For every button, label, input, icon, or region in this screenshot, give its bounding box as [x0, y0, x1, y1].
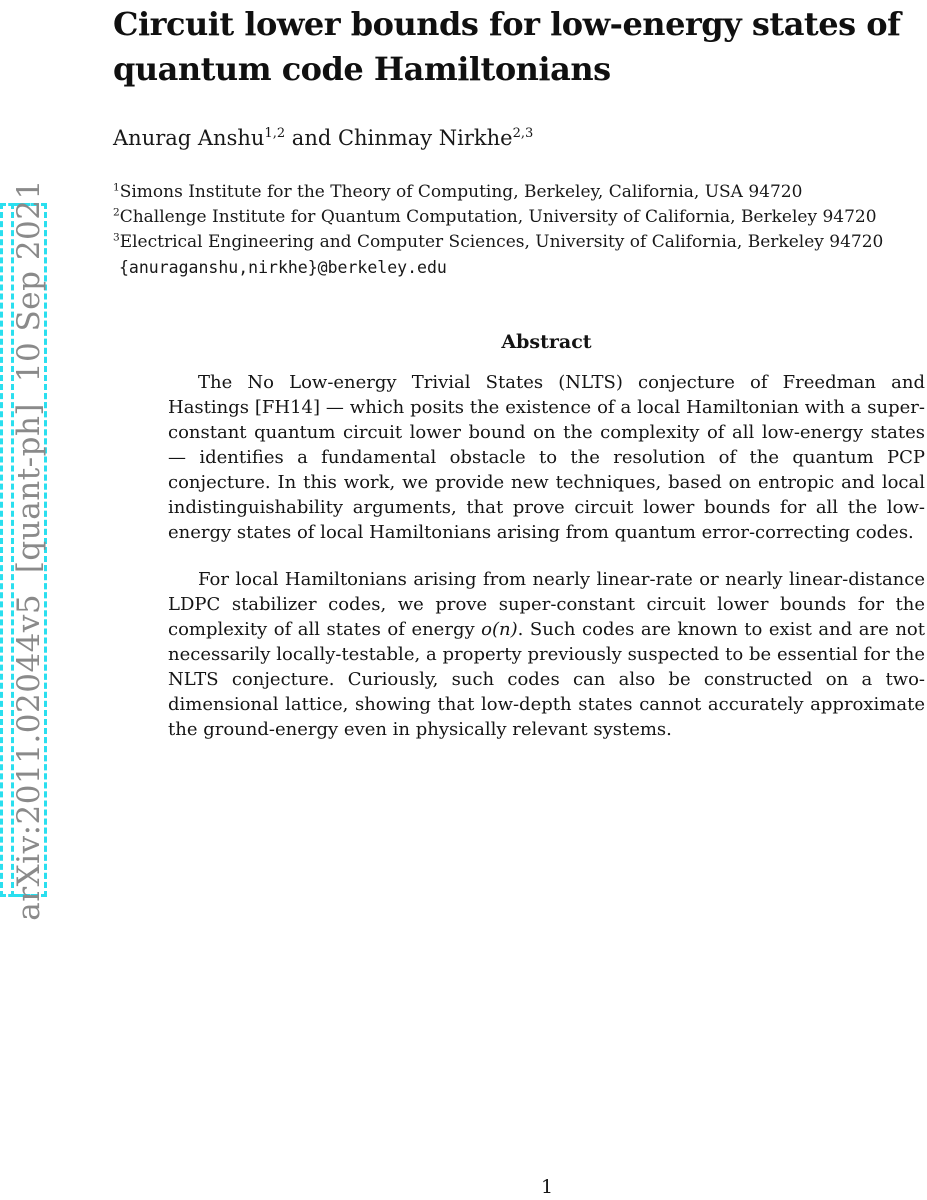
abstract-paragraph-2 — [168, 567, 925, 742]
affiliation-2 — [113, 205, 925, 230]
arxiv-stamp-box — [11, 179, 47, 921]
affiliation-1-text: Simons Institute for the Theory of Computing, Berkeley, California, USA 94720 — [119, 182, 803, 202]
abstract-paragraph-2-text-pre: For local Hamiltonians arising from nearly linear-rate or nearly linear-distance LDPC stabilizer codes, we prove super-constant circuit lower bounds for the complexity of all states of energy — [168, 569, 925, 640]
author-1-name: Anurag Anshu — [113, 126, 265, 150]
paper-title-line1: Circuit lower bounds for low-energy states of — [113, 5, 901, 43]
arxiv-identifier-text: arXiv:2011.02044v5 [quant-ph] 10 Sep 2021 — [11, 179, 47, 921]
paper-title — [113, 2, 903, 92]
affiliations-block — [113, 180, 925, 280]
authors-connector: and — [285, 126, 338, 150]
paper-title-line2: quantum code Hamiltonians — [113, 50, 611, 88]
abstract-paragraph-2-text-post: . Such codes are known to exist and are not necessarily locally-testable, a property previously suspected to be essential for the NLTS conjecture. Curiously, such codes can also be constructed on a two-dimensional lattice, showing that low-depth states cannot accurately approximate the ground-energy even in physically relevant systems. — [168, 619, 925, 740]
abstract-heading: Abstract — [501, 331, 592, 353]
affiliation-3-mark: 3 — [113, 231, 120, 244]
affiliation-2-text: Challenge Institute for Quantum Computation, University of California, Berkeley 94720 — [119, 207, 877, 227]
affiliation-2-mark: 2 — [113, 206, 120, 219]
abstract-math-little-o-n: o(n) — [481, 619, 518, 640]
affiliation-1 — [113, 180, 925, 205]
affiliation-3-text: Electrical Engineering and Computer Sciences, University of California, Berkeley 94720 — [119, 232, 884, 252]
author-2-name: Chinmay Nirkhe — [337, 126, 513, 150]
author-1-affiliation-marks: 1,2 — [264, 126, 286, 141]
author-2-affiliation-marks: 2,3 — [512, 126, 534, 141]
contact-email: {anuraganshu,nirkhe}@berkeley.edu — [119, 258, 447, 277]
affiliation-1-mark: 1 — [113, 181, 120, 194]
affiliation-3 — [113, 230, 925, 255]
abstract-paragraph-1: The No Low-energy Trivial States (NLTS) conjecture of Freedman and Hastings [FH14] — which posits the existence of a local Hamiltonian with a super-constant quantum circuit lower bound on the complexity of all low-energy states — identifies a fundamental obstacle to the resolution of the quantum PCP conjecture. In this work, we provide new techniques, based on entropic and local indistinguishability arguments, that prove circuit lower bounds for all the low-energy states of local Hamiltonians arising from quantum error-correcting codes. — [168, 372, 925, 543]
page-number: 1 — [540, 1176, 554, 1198]
authors-line — [113, 126, 533, 150]
abstract-section — [168, 330, 925, 742]
